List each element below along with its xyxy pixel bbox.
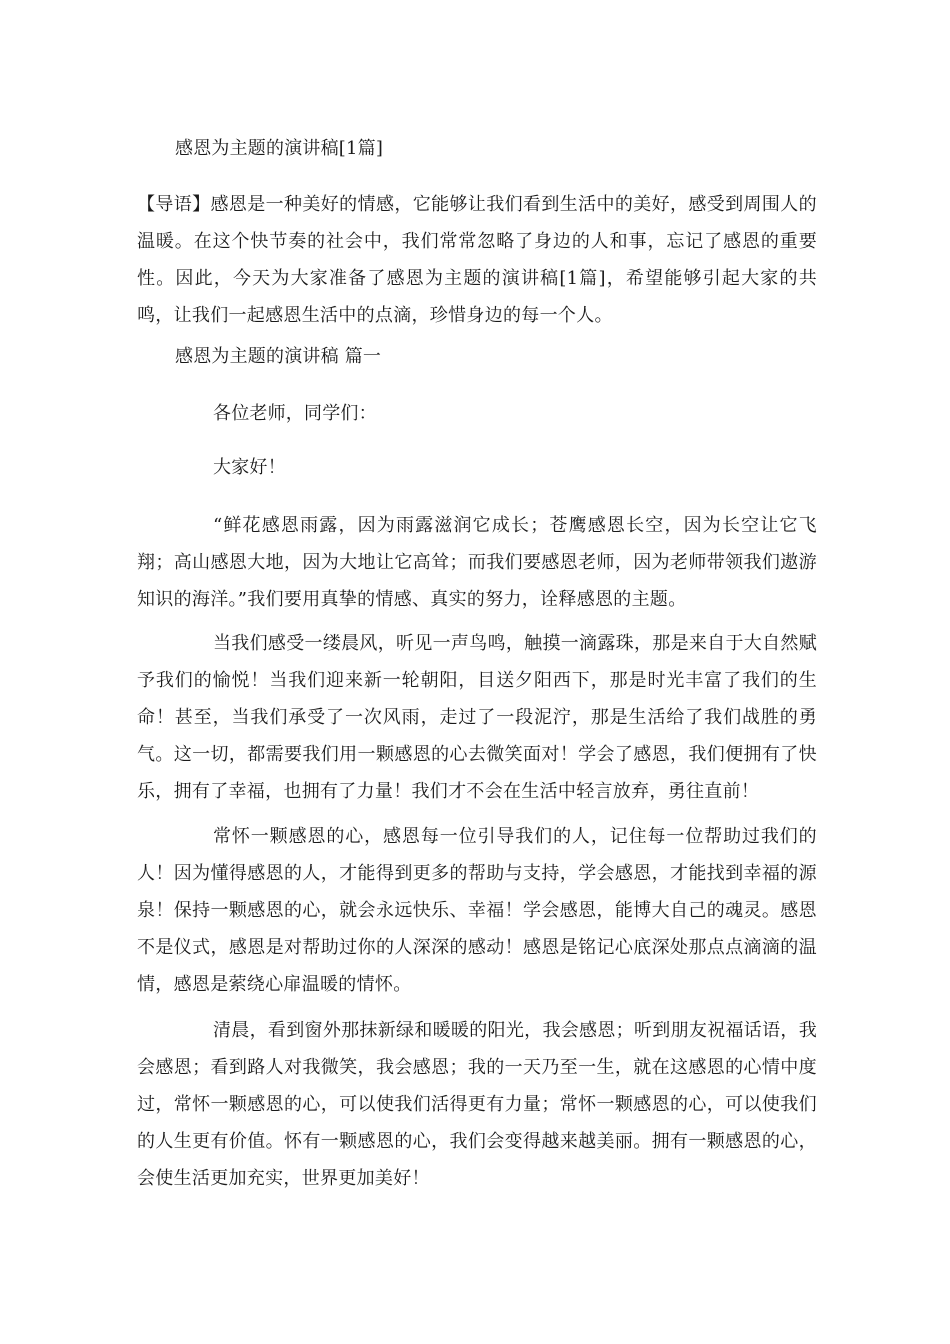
intro-paragraph: 【导语】感恩是一种美好的情感，它能够让我们看到生活中的美好，感受到周围人的温暖。在这个快节奏的社会中，我们常常忽略了身边的人和事，忘记了感恩的重要性。因此，今天为大家准备了感恩为主题的演讲稿[1篇]，希望能够引起大家的共鸣，让我们一起感恩生活中的点滴，珍惜身边的每一个人。 <box>137 194 817 326</box>
document-title: 感恩为主题的演讲稿[1篇] <box>175 138 384 159</box>
greeting: 大家好！ <box>213 457 286 478</box>
body-paragraph-3: 常怀一颗感恩的心，感恩每一位引导我们的人，记住每一位帮助过我们的人！因为懂得感恩的人，才能得到更多的帮助与支持，学会感恩，才能找到幸福的源泉！保持一颗感恩的心，就会永远快乐、幸福！学会感恩，能博大自己的魂灵。感恩不是仪式，感恩是对帮助过你的人深深的感动！感恩是铭记心底深处那点点滴滴的温情，感恩是萦绕心扉温暖的情怀。 <box>137 826 817 995</box>
section-heading: 感恩为主题的演讲稿 篇一 <box>175 346 382 367</box>
body-paragraph-1: “鲜花感恩雨露，因为雨露滋润它成长；苍鹰感恩长空，因为长空让它飞翔；高山感恩大地，因为大地让它高耸；而我们要感恩老师，因为老师带领我们遨游知识的海洋。”我们要用真挚的情感、真实的努力，诠释感恩的主题。 <box>137 515 817 610</box>
salutation: 各位老师，同学们： <box>213 403 377 424</box>
body-paragraph-4: 清晨，看到窗外那抹新绿和暖暖的阳光，我会感恩；听到朋友祝福话语，我会感恩；看到路人对我微笑，我会感恩；我的一天乃至一生，就在这感恩的心情中度过，常怀一颗感恩的心，可以使我们活得更有力量；常怀一颗感恩的心，可以使我们的人生更有价值。怀有一颗感恩的心，我们会变得越来越美丽。拥有一颗感恩的心，会使生活更加充实，世界更加美好！ <box>137 1020 817 1189</box>
body-paragraph-2: 当我们感受一缕晨风，听见一声鸟鸣，触摸一滴露珠，那是来自于大自然赋予我们的愉悦！当我们迎来新一轮朝阳，目送夕阳西下，那是时光丰富了我们的生命！甚至，当我们承受了一次风雨，走过了一段泥泞，那是生活给了我们战胜的勇气。这一切，都需要我们用一颗感恩的心去微笑面对！学会了感恩，我们便拥有了快乐，拥有了幸福，也拥有了力量！我们才不会在生活中轻言放弃，勇往直前！ <box>137 633 817 802</box>
